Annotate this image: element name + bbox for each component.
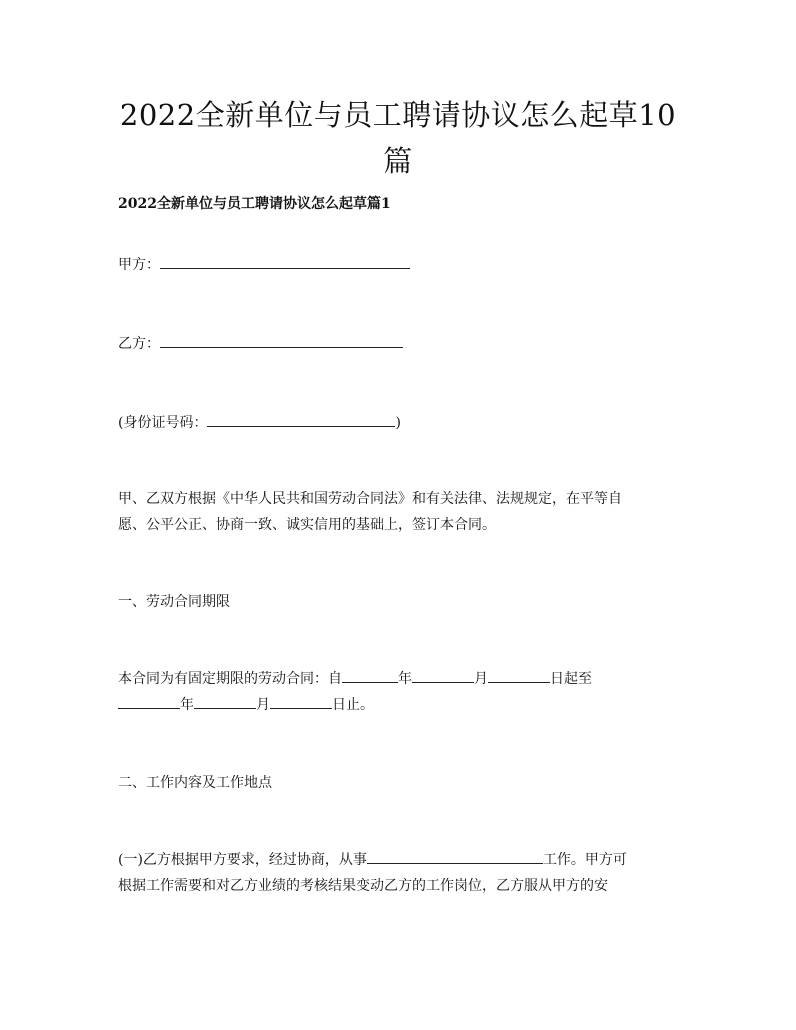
work-prefix: (一)乙方根据甲方要求，经过协商，从事 xyxy=(118,852,367,868)
work-suffix: 工作。甲方可 xyxy=(542,852,627,868)
party-b-label: 乙方： xyxy=(118,336,160,352)
work-line-2: 根据工作需要和对乙方业绩的考核结果变动乙方的工作岗位，乙方服从甲方的安 xyxy=(118,878,608,894)
end-day-unit: 日止。 xyxy=(332,697,374,713)
end-year-unit: 年 xyxy=(180,697,194,713)
party-a-label: 甲方： xyxy=(118,257,160,273)
start-month-blank xyxy=(412,668,474,683)
start-day-blank xyxy=(488,668,550,683)
party-a-line xyxy=(118,252,410,278)
document-title xyxy=(100,92,696,184)
party-b-blank xyxy=(160,333,403,348)
job-title-blank xyxy=(367,849,543,864)
start-year-unit: 年 xyxy=(398,671,412,687)
start-month-unit: 月 xyxy=(474,671,488,687)
end-year-blank xyxy=(118,694,180,709)
party-b-line xyxy=(118,331,403,357)
term-line-2 xyxy=(118,692,374,718)
start-year-blank xyxy=(342,668,398,683)
end-month-blank xyxy=(194,694,256,709)
id-number-label: (身份证号码： xyxy=(118,415,208,431)
party-a-blank xyxy=(160,254,410,269)
id-number-close: ) xyxy=(395,415,401,431)
section-subtitle: 2022全新单位与员工聘请协议怎么起草篇1 xyxy=(118,196,391,212)
work-line-1 xyxy=(118,847,627,873)
id-number-line xyxy=(118,410,401,436)
end-month-unit: 月 xyxy=(256,697,270,713)
term-prefix: 本合同为有固定期限的劳动合同：自 xyxy=(118,671,342,687)
section-1-heading: 一、劳动合同期限 xyxy=(118,594,230,610)
section-2-heading: 二、工作内容及工作地点 xyxy=(118,775,272,791)
intro-line-2: 愿、公平公正、协商一致、诚实信用的基础上，签订本合同。 xyxy=(118,517,496,533)
title-line-2: 篇 xyxy=(383,144,413,178)
intro-paragraph xyxy=(118,486,688,538)
title-line-1: 2022全新单位与员工聘请协议怎么起草10 xyxy=(119,98,677,132)
id-number-blank xyxy=(207,412,395,427)
start-day-unit: 日起至 xyxy=(550,671,592,687)
end-day-blank xyxy=(270,694,332,709)
intro-line-1: 甲、乙双方根据《中华人民共和国劳动合同法》和有关法律、法规规定，在平等自 xyxy=(118,491,622,507)
term-line-1 xyxy=(118,666,592,692)
